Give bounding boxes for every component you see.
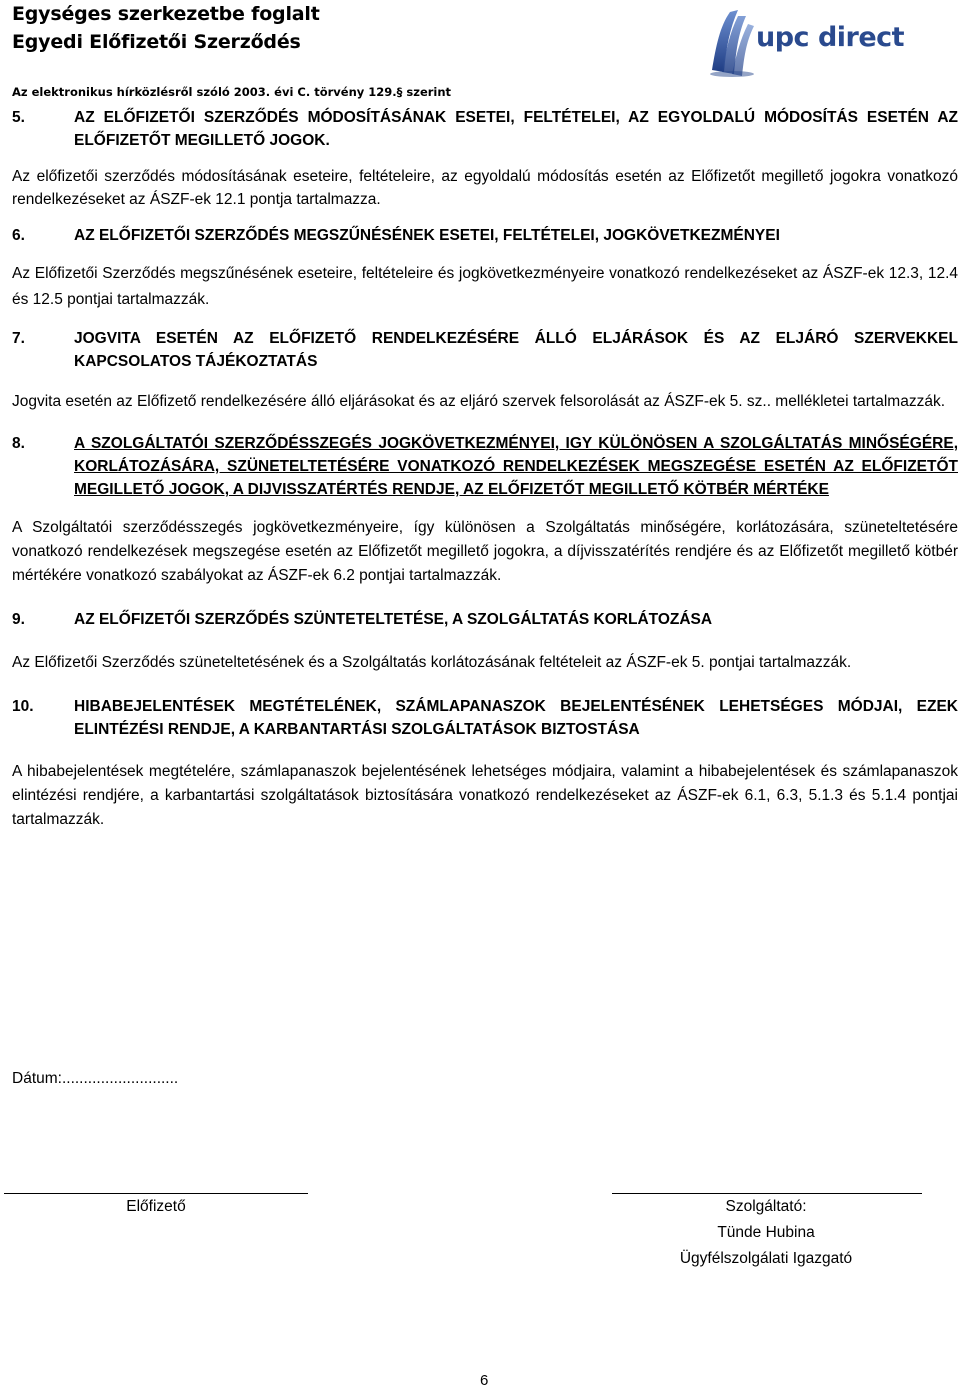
page-number: 6 — [480, 1372, 489, 1389]
date-label: Dátum:........................... — [12, 1070, 179, 1087]
section-title — [12, 432, 958, 501]
section-paragraph: Jogvita esetén az Előfizető rendelkezésére álló eljárásokat és az eljáró szervek felsorolását az ÁSZF-ek 5. sz.. mellékletei tartalmazzák. — [12, 393, 946, 410]
section-number: 9. — [12, 611, 25, 628]
section-heading: JOGVITA ESETÉN AZ ELŐFIZETŐ RENDELKEZÉSÉRE ÁLLÓ ELJÁRÁSOK ÉS AZ ELJÁRÓ SZERVEKKEL KAPCSOLATOS TÁJÉKOZTATÁS — [74, 330, 958, 370]
section-heading: AZ ELŐFIZETŐI SZERZŐDÉS MEGSZŰNÉSÉNEK ESETEI, FELTÉTELEI, JOGKÖVETKEZMÉNYEI — [74, 227, 780, 244]
document-header — [12, 0, 952, 100]
section-6 — [12, 224, 958, 313]
provider-label: Szolgáltató: — [725, 1198, 807, 1215]
section-heading: AZ ELŐFIZETŐI SZERZŐDÉS SZÜNTETELTETÉSE, A SZOLGÁLTATÁS KORLÁTOZÁSA — [74, 611, 713, 628]
logo-text: upc direct — [756, 22, 905, 53]
section-heading: AZ ELŐFIZETŐI SZERZŐDÉS MÓDOSÍTÁSÁNAK ESETEI, FELTÉTELEI, AZ EGYOLDALÚ MÓDOSÍTÁS ESETÉN AZ ELŐFIZETŐT MEGILLETŐ JOGOK. — [74, 109, 958, 149]
section-title — [12, 106, 958, 152]
section-heading: A SZOLGÁLTATÓI SZERZŐDÉSSZEGÉS JOGKÖVETKEZMÉNYEI, IGY KÜLÖNÖSEN A SZOLGÁLTATÁS MINŐSÉGÉRE, KORLÁTOZÁSÁRA, SZÜNETELTETÉSÉRE VONATKOZÓ RENDELKEZÉSEK MEGSZEGÉSE ESETÉN AZ ELŐFIZETŐT MEGILLETŐ JOGOK, A DIJVISSZATÉRTÉS RENDJE, AZ ELŐFIZETŐT MEGILLETŐ KÖTBÉR MÉRTÉKE — [74, 435, 958, 498]
header-title-line1: Egységes szerkezetbe foglalt — [12, 3, 320, 25]
section-paragraph: Az Előfizetői Szerződés szüneteltetésének és a Szolgáltatás korlátozásának feltételeit az ÁSZF-ek 5. pontjai tartalmazzák. — [12, 654, 852, 671]
section-9 — [12, 608, 958, 675]
upc-direct-logo — [708, 4, 948, 84]
subscriber-label: Előfizető — [126, 1198, 186, 1215]
section-title — [12, 327, 958, 373]
section-title — [12, 224, 958, 247]
document-body — [12, 106, 958, 832]
section-title — [12, 695, 958, 741]
section-number: 7. — [12, 330, 25, 347]
section-paragraph: A Szolgáltatói szerződésszegés jogkövetkezményeire, így különösen a Szolgáltatás minőségére, korlátozására, szüneteltetésére vonatkozó rendelkezések megszegése esetén az Előfizetőt megillető jogokra, a díjvisszatérítés rendjére és az Előfizetőt megillető kötbér mértékére vonatkozó szabályokat az ÁSZF-ek 6.2 pontjai tartalmazzák. — [12, 519, 958, 584]
section-number: 8. — [12, 435, 25, 452]
section-paragraph: A hibabejelentések megtételére, számlapanaszok bejelentésének lehetséges módjaira, valamint a hibabejelentések és számlapanaszok elintézési rendjére, a karbantartási szolgáltatások biztosítására vonatkozó rendelkezéseket az ÁSZF-ek 6.1, 6.3, 5.1.3 és 5.1.4 pontjai tartalmazzák. — [12, 763, 958, 828]
header-title-line2: Egyedi Előfizetői Szerződés — [12, 31, 301, 53]
section-number: 5. — [12, 109, 25, 126]
section-10 — [12, 695, 958, 832]
section-heading: HIBABEJELENTÉSEK MEGTÉTELÉNEK, SZÁMLAPANASZOK BEJELENTÉSÉNEK LEHETSÉGES MÓDJAI, EZEK ELINTÉZÉSI RENDJE, A KARBANTARTÁSI SZOLGÁLTATÁSOK BIZTOSTÁSA — [74, 698, 958, 738]
section-paragraph: Az Előfizetői Szerződés megszűnésének eseteire, feltételeire és jogkövetkezményeire vonatkozó rendelkezéseket az ÁSZF-ek 12.3, 12.4 és 12.5 pontjai tartalmazzák. — [12, 265, 958, 308]
section-8 — [12, 432, 958, 588]
section-7 — [12, 327, 958, 413]
upc-spiral-icon — [708, 6, 756, 78]
header-subtitle: Az elektronikus hírközlésről szóló 2003. évi C. törvény 129.§ szerint — [12, 85, 452, 99]
section-number: 6. — [12, 227, 25, 244]
provider-name: Tünde Hubina — [717, 1224, 815, 1241]
section-number: 10. — [12, 698, 34, 715]
section-paragraph: Az előfizetői szerződés módosításának eseteire, feltételeire, az egyoldalú módosítás esetén az Előfizetőt megillető jogokra vonatkozó rendelkezéseket az ÁSZF-ek 12.1 pontja tartalmazza. — [12, 168, 958, 208]
section-5 — [12, 106, 958, 211]
provider-title: Ügyfélszolgálati Igazgató — [679, 1250, 853, 1267]
section-title — [12, 608, 958, 631]
